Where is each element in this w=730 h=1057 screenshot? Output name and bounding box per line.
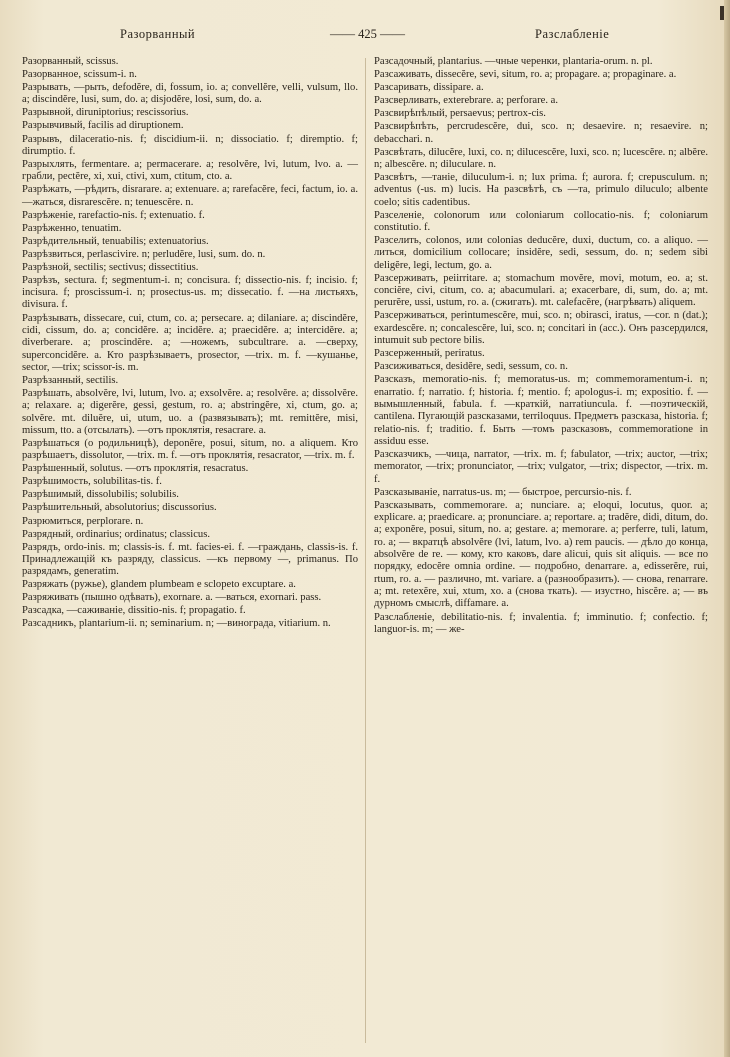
dictionary-entry: Разрядъ, ordo-inis. m; classis-is. f. mt. facies-ei. f. —граждань, classis-is. f. Принадлежащій къ разряду, classicus. —къ первому —, primanus. По разрядамъ, generatim. xyxy=(22,541,358,578)
dictionary-entry: Разсадка, —саживаніе, dissitio-nis. f; propagatio. f. xyxy=(22,605,246,617)
dictionary-entry: Разсвѣтать, dilucĕre, luxi, co. n; dilucescĕre, luxi, sco. n; lucescĕre. n; albĕre. n; albescĕre. n; diluculare. n. xyxy=(374,146,708,170)
dictionary-entry: Разсаривать, dissipare. a. xyxy=(374,82,484,94)
dictionary-entry: Разсадникъ, plantarium-ii. n; seminarium. n; —винограда, vitiarium. n. xyxy=(22,618,331,630)
dictionary-entry: Разорванное, scissum-i. n. xyxy=(22,69,137,81)
dictionary-entry: Разрывной, diruniptorius; rescissorius. xyxy=(22,107,189,119)
page-edge xyxy=(724,0,730,1057)
dictionary-entry: Разсказываніе, narratus-us. m; — быстрое, percursio-nis. f. xyxy=(374,486,632,498)
dictionary-entry: Разрѣзной, sectilis; sectivus; dissectitius. xyxy=(22,261,199,273)
dictionary-entry: Разрѣзвиться, perlascivire. n; perludĕre, lusi, sum. do. n. xyxy=(22,248,266,260)
dictionary-entry: Разсказчикъ, —чица, narrator, —trix. m. f; fabulator, —trix; auctor, —trix; memorator, —trix; pronunciator, —trix; vulgator, —trix; dispector, —trix. m. f. xyxy=(374,448,708,485)
dictionary-entry: Разрѣшенный, solutus. —отъ проклятія, resacratus. xyxy=(22,463,249,475)
dictionary-entry: Разрѣшимость, solubilitas-tis. f. xyxy=(22,476,162,488)
dictionary-entry: Разсказъ, memoratio-nis. f; memoratus-us. m; commemoramentum-i. n; enarratio. f; narratio. f; historia. f; mentio. f; apologus-i. m; expositio. f. —вымышленный, fabula. f. —краткій, narratiuncula. f. —поэтическій, cantilena. Пугающій разсказами, terriloquus. Предметъ разсказа, historia. f; relatio-nis. f; traditio. f. Быть —томъ разсказовъ, commemoratione in assiduu esse. xyxy=(374,374,708,447)
page-header xyxy=(0,25,730,45)
dictionary-entry: Разсерживать, peiirritare. a; stomachum movĕre, movi, motum, eo. a; st. conciĕre, civi, citum, co. a; abacumulari. a; exacerbare, di, sum, do. a; mt. perurĕre, ussi, ustum, ro. a. (сжигать). mt. calefacĕre, (нагрѣвать) aliquem. xyxy=(374,272,708,309)
dictionary-entry: Разрѣшительный, absolutorius; discussorius. xyxy=(22,502,217,514)
dictionary-entry: Разрѣженно, tenuatim. xyxy=(22,222,122,234)
dictionary-entry: Разсвирѣпѣлый, persaevus; pertrox-cis. xyxy=(374,108,546,120)
header-left-word: Разорванный xyxy=(120,27,196,41)
dictionary-entry: Разрыхлять, fermentare. a; permacerare. a; resolvĕre, lvi, lutum, lvo. a. —грабли, pectĕre, xi, xui, ctivi, xum, ctitum, cto. a. xyxy=(22,158,358,183)
dictionary-entry: Разрѣшаться (о родильницѣ), deponĕre, posui, situm, no. a aliquem. Кто разрѣшаетъ, dissolutor, —trix. m. f. —отъ проклятія, resacrator, —trix. m. f. xyxy=(22,438,358,462)
dictionary-entry: Разрѣзанный, sectilis. xyxy=(22,374,119,386)
left-column xyxy=(22,56,358,631)
dictionary-entry: Разрѣшать, absolvĕre, lvi, lutum, lvo. a; exsolvĕre. a; resolvĕre. a; dissolvĕre. a; relaxare. a; digerĕre, gessi, gestum, ro. a; abstringĕre, xi, ctum, go. a; solvĕre. mt. diluĕre, ui, utum, uo. a (развязывать); mt. remittĕre, misi, missum, tto. a (отсылать). —отъ проклятія, resacrare. a. xyxy=(22,387,358,436)
dictionary-entry: Разслабленіе, debilitatio-nis. f; invalentia. f; imminutio. f; confectio. f; languor-is. m; — же- xyxy=(374,611,708,635)
dictionary-entry: Разсадочный, plantarius. —чные черенки, plantaria-orum. n. pl. xyxy=(374,56,653,67)
dictionary-entry: Разселеніе, colonorum или coloniarum collocatio-nis. f; coloniarum constitutio. f. xyxy=(374,209,708,233)
column-divider xyxy=(365,58,366,1043)
dictionary-entry: Разсерженный, periratus. xyxy=(374,348,485,360)
dictionary-entry: Разрѣдительный, tenuabilis; extenuatorius. xyxy=(22,235,209,247)
edge-mark xyxy=(720,6,724,20)
dictionary-entry: Разряжать (ружье), glandem plumbeam e sclopeto excuptare. a. xyxy=(22,579,296,591)
page-number: —— 425 —— xyxy=(330,27,405,41)
dictionary-entry: Разрюмиться, perplorare. n. xyxy=(22,515,144,527)
dictionary-entry: Разсаживать, dissecĕre, sevi, situm, ro. a; propagare. a; propaginare. a. xyxy=(374,69,677,81)
dictionary-entry: Разсказывать, commemorare. a; nunciare. a; eloqui, locutus, quor. a; explicare. a; praedicare. a; pronunciare. a; reportare. a; tradĕre, didi, ditum, do. a; exponĕre, posui, situm, no. a; gestare. a; memorare. a; perferre, tuli, latum, ro. a; — вкратцѣ absolvĕre (lvi, latum, lvo. a) rem paucis. — дѣло до конца, absolvĕre de re. — кому, кто каковъ, dare alicui, quis sit aliquis. — все по порядку, edocĕre omnia ordine. — подробно, denarrare. a, edisserĕre, rui, rtum, ro. a. — различно, mt. variare. a (разнообразить). — снова, renarrare. a; mt. retexĕre, xui, xtum, xo. a (снова ткать). — изустно, hiscĕre. a; — въ дурномъ смыслѣ, diffamare. a. xyxy=(374,499,708,610)
dictionary-entry: Разрывать, —рыть, defodĕre, di, fossum, io. a; convellĕre, velli, vulsum, llo. a; discindĕre, lusi, sum, do. a; disjodĕre, losi, sum, do. a. xyxy=(22,82,358,106)
header-right-word: Разслабленіе xyxy=(535,27,610,41)
dictionary-entry: Разрывъ, dilaceratio-nis. f; discidium-ii. n; dissociatio. f; diremptio. f; dirumptio. f. xyxy=(22,133,358,157)
dictionary-entry: Разрѣжать, —рѣдить, disrarare. a; extenuare. a; rarefacĕre, feci, factum, io. a. —жаться, disrarescĕre. n; tenuescĕre. n. xyxy=(22,184,358,208)
right-column xyxy=(374,56,708,637)
dictionary-entry: Разрядный, ordinarius; ordinatus; classicus. xyxy=(22,528,210,540)
dictionary-entry: Разрѣзывать, dissecare, cui, ctum, co. a; persecare. a; dilaniare. a; discindĕre, cidi, cissum, do. a; concidĕre. a; incidĕre. a; praecidĕre. a; intercidĕre. a; diverberare. a; proscindĕre. a; —ножемъ, subcultrare. a. —сверху, superconcidĕre. a. Кто разрѣзываетъ, prosector, —trix. m. f. —кушанье, sector, —trix; scissor-is. m. xyxy=(22,312,358,373)
dictionary-entry: Разсвирѣпѣть, percrudescĕre, dui, sco. n; desaevire. n; resaevire. n; debacchari. n. xyxy=(374,121,708,145)
dictionary-entry: Разряживать (пышно одѣвать), exornare. a. —ваться, exornari. pass. xyxy=(22,592,322,604)
dictionary-entry: Разсиживаться, desidĕre, sedi, sessum, co. n. xyxy=(374,361,568,373)
dictionary-entry: Разорванный, scissus. xyxy=(22,56,119,67)
dictionary-entry: Разрѣженіе, rarefactio-nis. f; extenuatio. f. xyxy=(22,209,205,221)
dictionary-entry: Разсвѣтъ, —таніе, diluculum-i. n; lux prima. f; aurora. f; crepusculum. n; adventus (-us. m) lucis. На разсвѣтѣ, съ —та, primulo diluculo; albente coelo; sitis cadentibus. xyxy=(374,171,708,208)
dictionary-entry: Разселить, colonos, или colonias deducĕre, duxi, ductum, co. a aliquo. —литься, domicilium collocare; insidĕre, sedi, sessum, do. n; sedem sibi deligĕre, legi, lectum, go. a. xyxy=(374,235,708,271)
dictionary-entry: Разрѣзъ, sectura. f; segmentum-i. n; concisura. f; dissectio-nis. f; incisio. f; incisura. f; proscissum-i. n; prosectus-us. m; dissecatio. f. —на листьяхъ, divisura. f. xyxy=(22,274,358,311)
dictionary-entry: Разрѣшимый, dissolubilis; solubilis. xyxy=(22,489,179,501)
dictionary-entry: Разсверливать, exterebrare. a; perforare. a. xyxy=(374,95,558,107)
dictionary-entry: Разрывчивый, facilis ad diruptionem. xyxy=(22,120,184,132)
dictionary-entry: Разсерживаться, perintumescĕre, mui, sco. n; obirasci, iratus, —cor. n (dat.); exardescĕre. n; concalescĕre, lui, sco. n; concitari in (acc.). Онъ разсердился, intumuit sub pectore bilis. xyxy=(374,310,708,347)
